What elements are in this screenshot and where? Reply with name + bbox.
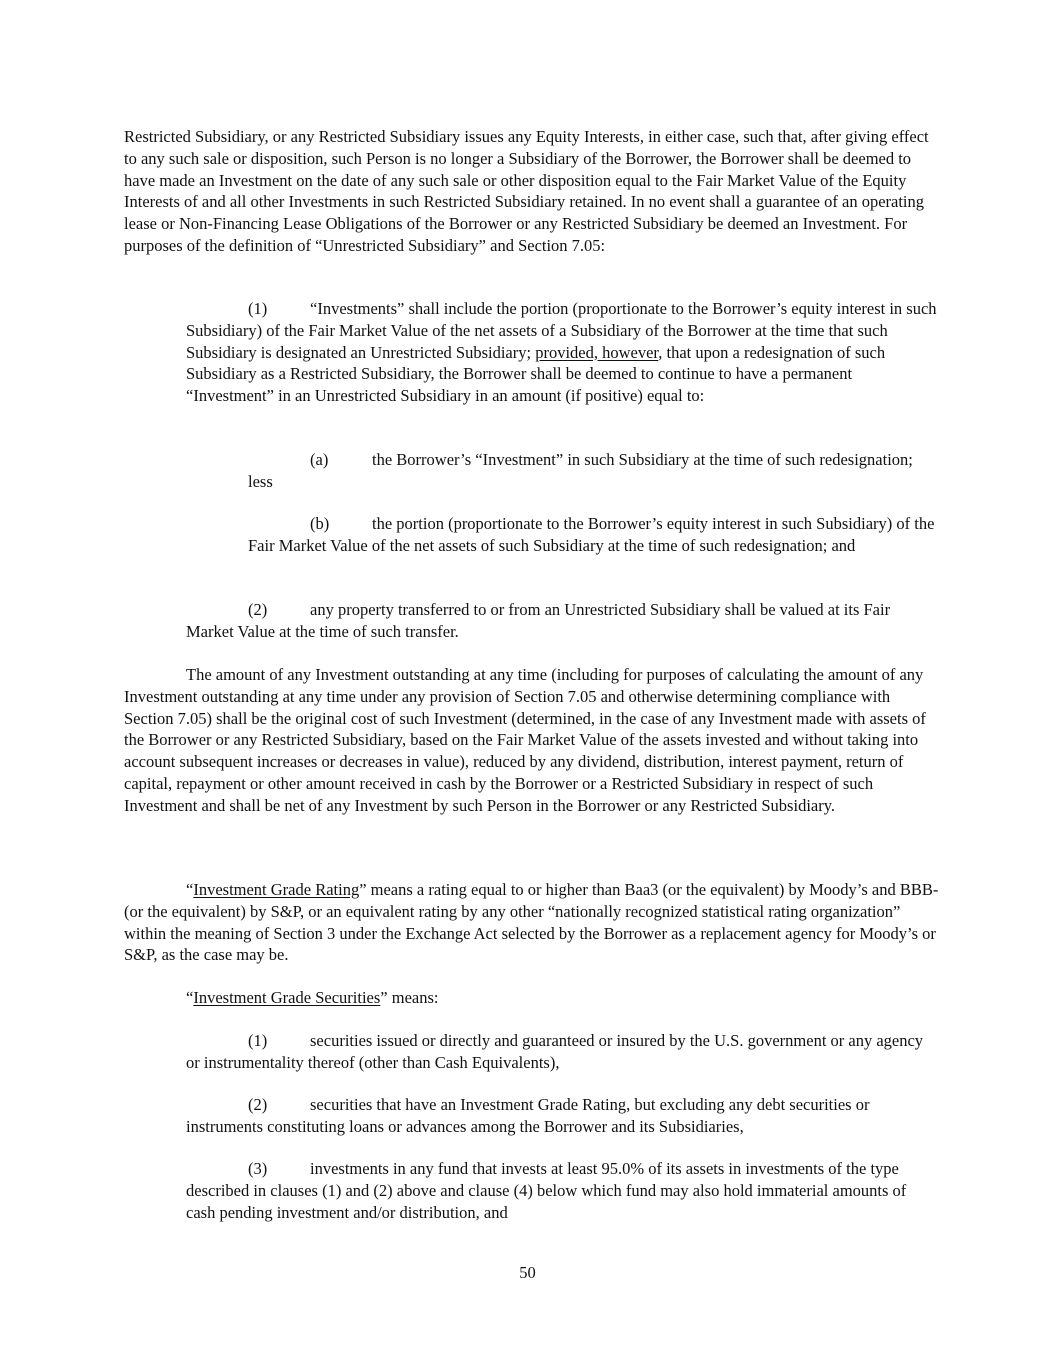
igs-clause-2-number: (2) bbox=[248, 1095, 268, 1114]
clause-2-number: (2) bbox=[248, 600, 268, 619]
igs-clause-3-number: (3) bbox=[248, 1159, 268, 1178]
clause-1-proviso: provided, however bbox=[535, 342, 659, 362]
clause-1-number: (1) bbox=[248, 299, 268, 318]
igr-open-quote: “ bbox=[186, 880, 194, 899]
investment-grade-rating-definition bbox=[124, 879, 939, 966]
clause-2-paragraph bbox=[186, 599, 939, 643]
clause-1b-paragraph bbox=[248, 513, 939, 557]
igr-term: Investment Grade Rating bbox=[193, 880, 360, 899]
igs-clause-3-text: investments in any fund that invests at least 95.0% of its assets in investments of the type described in clauses (1) and (2) above and clause (4) below which fund may also hold immaterial amounts of cash pending investment and/or distribution, and bbox=[186, 1159, 907, 1222]
clause-2-text: any property transferred to or from an Unrestricted Subsidiary shall be valued at its Fair Market Value at the time of such transfer. bbox=[186, 600, 891, 641]
clause-1-text-b: , that upon a redesignation of such Subsidiary as a Restricted Subsidiary, the Borrower shall be deemed to continue to have a permanent “Investment” in an Unrestricted Subsidiary in an amount (if positive) equal to: bbox=[186, 342, 886, 406]
igs-clause-1-paragraph bbox=[186, 1030, 939, 1074]
clause-1b-number: (b) bbox=[310, 514, 330, 533]
clause-1-text-a: “Investments” shall include the portion (proportionate to the Borrower’s equity interest in such Subsidiary) of the Fair Market Value of the net assets of a Subsidiary of the Borrower at the time that such Subsidiary is designated an Unrestricted Subsidiary; bbox=[186, 299, 937, 362]
page-number: 50 bbox=[519, 1263, 536, 1282]
investment-grade-securities-definition bbox=[124, 987, 939, 1009]
igs-clause-2-paragraph bbox=[186, 1094, 939, 1138]
igs-clause-1-number: (1) bbox=[248, 1031, 268, 1050]
clause-1-paragraph bbox=[186, 298, 939, 407]
clause-1b-text: the portion (proportionate to the Borrower’s equity interest in such Subsidiary) of the Fair Market Value of the net assets of such Subsidiary at the time of such redesignation; and bbox=[248, 514, 935, 555]
igs-clause-2-text: securities that have an Investment Grade Rating, but excluding any debt securities or instruments constituting loans or advances among the Borrower and its Subsidiaries, bbox=[186, 1095, 870, 1136]
amount-text: The amount of any Investment outstanding at any time (including for purposes of calculating the amount of any Investment outstanding at any time under any provision of Section 7.05 and otherwise determining compliance with Section 7.05) shall be the original cost of such Investment (determined, in the case of any Investment made with assets of the Borrower or any Restricted Subsidiary, based on the Fair Market Value of the assets invested and without taking into account subsequent increases or decreases in value), reduced by any dividend, distribution, interest payment, return of capital, repayment or other amount received in cash by the Borrower or a Restricted Subsidiary in respect of such Investment and shall be net of any Investment by such Person in the Borrower or any Restricted Subsidiary. bbox=[124, 665, 926, 815]
clause-1a-paragraph bbox=[248, 449, 939, 493]
igs-text: ” means: bbox=[380, 988, 439, 1007]
clause-1a-number: (a) bbox=[310, 450, 329, 469]
igr-text: ” means a rating equal to or higher than Baa3 (or the equivalent) by Moody’s and BBB- (or the equivalent) by S&P, or an equivalent rating by any other “nationally recognized statistical rating organization” within the meaning of Section 3 under the Exchange Act selected by the Borrower as a replacement agency for Moody’s or S&P, as the case may be. bbox=[124, 880, 939, 965]
intro-paragraph bbox=[124, 126, 939, 257]
intro-text: Restricted Subsidiary, or any Restricted Subsidiary issues any Equity Interests, in either case, such that, after giving effect to any such sale or disposition, such Person is no longer a Subsidiary of the Borrower, the Borrower shall be deemed to have made an Investment on the date of any such sale or other disposition equal to the Fair Market Value of the Equity Interests of and all other Investments in such Restricted Subsidiary retained. In no event shall a guarantee of an operating lease or Non-Financing Lease Obligations of the Borrower or any Restricted Subsidiary be deemed an Investment. For purposes of the definition of “Unrestricted Subsidiary” and Section 7.05: bbox=[124, 127, 929, 255]
igs-clause-1-text: securities issued or directly and guaranteed or insured by the U.S. government or any agency or instrumentality thereof (other than Cash Equivalents), bbox=[186, 1031, 924, 1072]
clause-1a-text: the Borrower’s “Investment” in such Subsidiary at the time of such redesignation; less bbox=[248, 450, 913, 491]
amount-paragraph bbox=[124, 664, 939, 817]
igs-term: Investment Grade Securities bbox=[193, 988, 381, 1007]
igs-clause-3-paragraph bbox=[186, 1158, 939, 1223]
igs-open-quote: “ bbox=[186, 988, 194, 1007]
